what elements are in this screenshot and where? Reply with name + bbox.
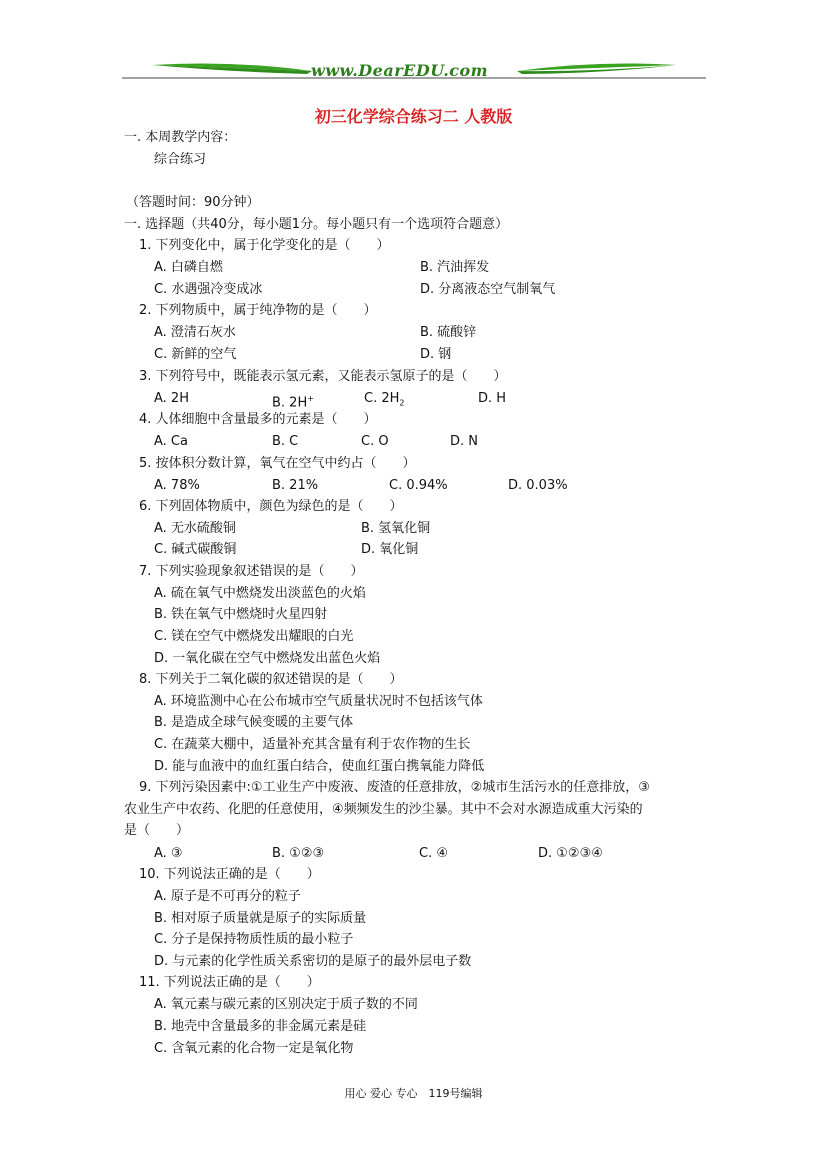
- option: B. 硫酸锌: [420, 325, 477, 340]
- option: C. 在蔬菜大棚中，适量补充其含量有利于农作物的生长: [154, 737, 471, 752]
- option: C. 新鲜的空气: [154, 347, 237, 362]
- option: B. ①②③: [272, 846, 325, 861]
- option: D. 与元素的化学性质关系密切的是原子的最外层电子数: [154, 954, 472, 969]
- subscript-two: 2: [399, 398, 405, 408]
- option: C. 碱式碳酸铜: [154, 542, 237, 557]
- question-stem: 是（ ）: [124, 823, 190, 838]
- option: B. 相对原子质量就是原子的实际质量: [154, 911, 367, 926]
- option: C. 0.94%: [389, 478, 448, 493]
- option: A. 2H: [154, 391, 189, 406]
- option: A. 环境监测中心在公布城市空气质量状况时不包括该气体: [154, 694, 483, 709]
- document-title: 初三化学综合练习二 人教版: [314, 107, 513, 126]
- option: A. 澄清石灰水: [154, 325, 236, 340]
- option: D. 钢: [420, 347, 452, 362]
- option: A. 原子是不可再分的粒子: [154, 889, 301, 904]
- question-stem: 3. 下列符号中，既能表示氢元素，又能表示氢原子的是（ ）: [139, 369, 507, 384]
- option: D. 氧化铜: [361, 542, 419, 557]
- option: A. 78%: [154, 478, 200, 493]
- option: B. C: [272, 434, 299, 449]
- section-content: 综合练习: [154, 152, 207, 167]
- superscript-plus: +: [307, 394, 314, 403]
- question-stem: 8. 下列关于二氧化碳的叙述错误的是（ ）: [139, 672, 403, 687]
- option: A. Ca: [154, 434, 188, 449]
- option: B. 铁在氧气中燃烧时火星四射: [154, 607, 328, 622]
- option: D. H: [478, 391, 507, 406]
- option: A. 无水硫酸铜: [154, 521, 236, 536]
- question-stem: 4. 人体细胞中含量最多的元素是（ ）: [139, 412, 377, 427]
- section-heading: 一. 本周教学内容：: [124, 130, 237, 145]
- option: B. 地壳中含量最多的非金属元素是硅: [154, 1019, 367, 1034]
- option: A. 白磷自燃: [154, 260, 223, 275]
- option: D. 分离液态空气制氧气: [420, 282, 556, 297]
- question-stem: 1. 下列变化中，属于化学变化的是（ ）: [139, 238, 390, 253]
- question-stem: 10. 下列说法正确的是（ ）: [139, 867, 320, 882]
- question-stem: 11. 下列说法正确的是（ ）: [139, 975, 320, 990]
- option: D. 一氧化碳在空气中燃烧发出蓝色火焰: [154, 651, 381, 666]
- option: C. O: [361, 434, 389, 449]
- question-stem: 2. 下列物质中，属于纯净物的是（ ）: [139, 303, 377, 318]
- option: B. 是造成全球气候变暖的主要气体: [154, 715, 354, 730]
- option: B. 21%: [272, 478, 319, 493]
- question-stem: 9. 下列污染因素中:①工业生产中废液、废渣的任意排放，②城市生活污水的任意排放，③: [139, 780, 650, 795]
- question-stem: 农业生产中农药、化肥的任意使用，④频频发生的沙尘暴。其中不会对水源造成重大污染的: [124, 802, 643, 817]
- option: B. 氢氧化铜: [361, 521, 431, 536]
- question-stem: 5. 按体积分数计算，氧气在空气中约占（ ）: [139, 456, 416, 471]
- option: A. 硫在氧气中燃烧发出淡蓝色的火焰: [154, 586, 366, 601]
- option: B. 汽油挥发: [420, 260, 490, 275]
- option: A. 氧元素与碳元素的区别决定于质子数的不同: [154, 997, 418, 1012]
- option: C. ④: [419, 846, 448, 861]
- question-stem: 6. 下列固体物质中，颜色为绿色的是（ ）: [139, 499, 403, 514]
- option: C. 含氧元素的化合物一定是氧化物: [154, 1041, 354, 1056]
- option: C. 分子是保持物质性质的最小粒子: [154, 932, 354, 947]
- option: D. 能与血液中的血红蛋白结合，使血红蛋白携氧能力降低: [154, 759, 485, 774]
- option: A. ③: [154, 846, 183, 861]
- question-stem: 7. 下列实验现象叙述错误的是（ ）: [139, 564, 364, 579]
- option: D. 0.03%: [508, 478, 568, 493]
- time-note: （答题时间：90分钟）: [126, 195, 260, 210]
- option: D. N: [450, 434, 478, 449]
- option: C. $2H_2$: [364, 391, 405, 408]
- option: B. 2H+: [272, 394, 314, 411]
- site-header: [122, 58, 706, 82]
- option: C. 镁在空气中燃烧发出耀眼的白光: [154, 629, 354, 644]
- page-footer: 用心 爱心 专心 119号编辑: [344, 1087, 483, 1100]
- section-heading: 一. 选择题（共40分，每小题1分。每小题只有一个选项符合题意）: [124, 217, 509, 232]
- option: C. 水遇强冷变成冰: [154, 282, 263, 297]
- site-url[interactable]: www.DearEDU.com: [311, 61, 489, 80]
- option: D. ①②③④: [538, 846, 603, 861]
